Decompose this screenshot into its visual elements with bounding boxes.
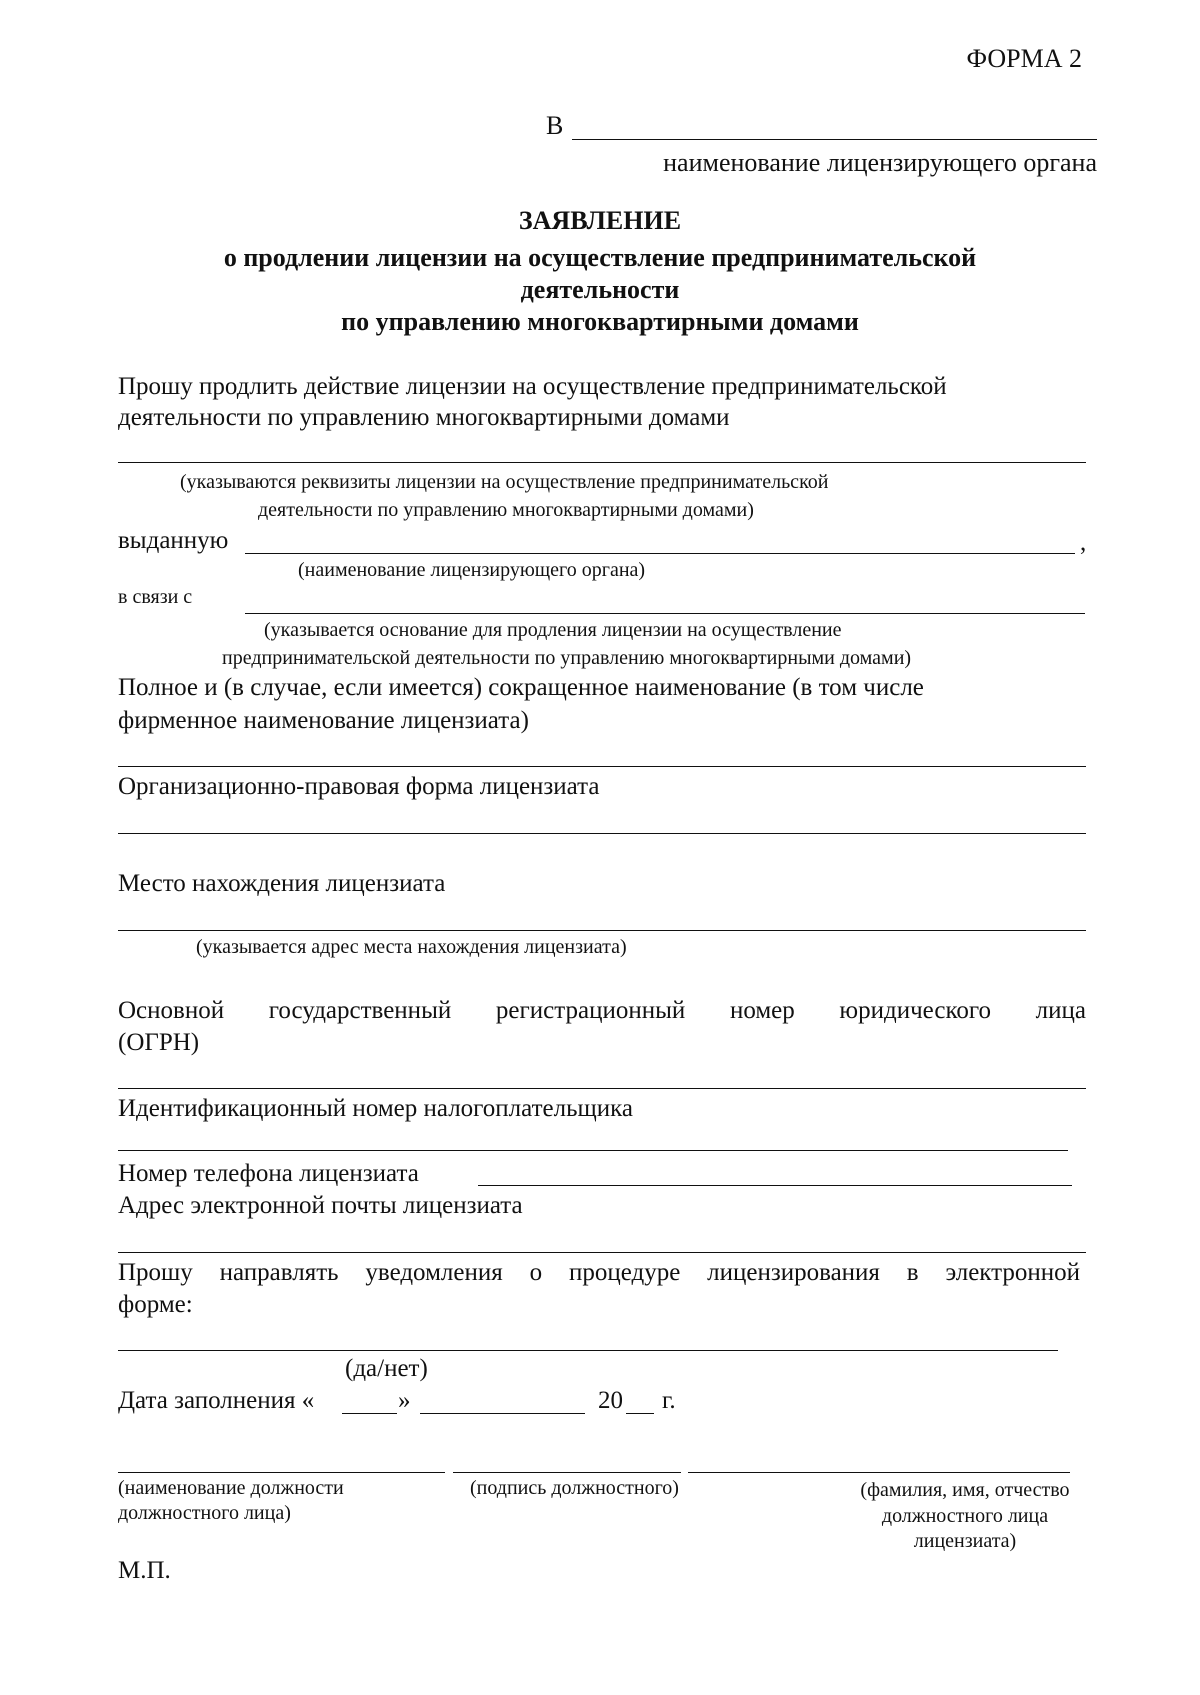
document-heading: ЗАЯВЛЕНИЕ [518, 206, 682, 235]
full-name-line-2: фирменное наименование лицензиата) [118, 707, 529, 734]
reason-caption-1: (указывается основание для продления лицензии на осуществление [264, 619, 842, 641]
date-year-field-line[interactable] [626, 1413, 654, 1414]
full-name-signatory-field-line[interactable] [688, 1472, 1070, 1473]
date-month-field-line[interactable] [420, 1413, 585, 1414]
location-label: Место нахождения лицензиата [118, 870, 446, 897]
license-details-field-line[interactable] [118, 462, 1086, 463]
notify-line-1: Прошу направлять уведомления о процедуре лицензирования в электронной [118, 1259, 1080, 1286]
position-caption-2: должностного лица) [118, 1502, 291, 1524]
signatory-name-caption-3: лицензиата) [913, 1530, 1017, 1552]
document-title-line-1: о продлении лицензии на осуществление предпринимательской [223, 243, 977, 272]
request-line-1: Прошу продлить действие лицензии на осуществление предпринимательской [118, 373, 947, 400]
stamp-place: М.П. [118, 1557, 171, 1584]
email-label: Адрес электронной почты лицензиата [118, 1192, 523, 1219]
document-title-line-2: деятельности [520, 275, 680, 304]
signature-field-line[interactable] [453, 1472, 681, 1473]
inn-field-line[interactable] [118, 1150, 1068, 1151]
addressee-prefix: В [546, 111, 564, 140]
reason-field-line[interactable] [245, 613, 1085, 614]
form-number: ФОРМА 2 [966, 44, 1082, 73]
notify-line-2: форме: [118, 1291, 193, 1318]
position-caption-1: (наименование должности [118, 1477, 344, 1499]
signatory-name-caption-1: (фамилия, имя, отчество [860, 1479, 1070, 1501]
notify-caption: (да/нет) [345, 1355, 428, 1382]
full-name-line-1: Полное и (в случае, если имеется) сокращенное наименование (в том числе [118, 674, 924, 701]
request-line-2: деятельности по управлению многоквартирными домами [118, 404, 730, 431]
legal-form-field-line[interactable] [118, 833, 1086, 834]
date-day-field-line[interactable] [342, 1413, 397, 1414]
ogrn-line-1: Основной государственный регистрационный номер юридического лица [118, 997, 1086, 1024]
reason-label: в связи с [118, 586, 193, 608]
location-caption: (указывается адрес места нахождения лицензиата) [196, 936, 627, 958]
license-details-caption-1: (указываются реквизиты лицензии на осуществление предпринимательской [180, 471, 829, 493]
email-field-line[interactable] [118, 1252, 1086, 1253]
location-field-line[interactable] [118, 930, 1086, 931]
signatory-name-caption-2: должностного лица [881, 1505, 1049, 1527]
reason-caption-2: предпринимательской деятельности по управлению многоквартирными домами) [222, 647, 912, 669]
issued-by-caption: (наименование лицензирующего органа) [298, 559, 646, 581]
date-close-quote: » [398, 1387, 411, 1414]
phone-label: Номер телефона лицензиата [118, 1160, 419, 1187]
notify-field-line[interactable] [118, 1350, 1058, 1351]
legal-form-label: Организационно-правовая форма лицензиата [118, 773, 600, 800]
inn-label: Идентификационный номер налогоплательщика [118, 1095, 634, 1122]
license-details-caption-2: деятельности по управлению многоквартирными домами) [258, 499, 754, 521]
document-title-line-3: по управлению многоквартирными домами [341, 307, 859, 336]
addressee-caption: наименование лицензирующего органа [663, 148, 1097, 177]
ogrn-line-2: (ОГРН) [118, 1029, 200, 1056]
date-label: Дата заполнения « [118, 1387, 315, 1414]
phone-field-line[interactable] [478, 1185, 1072, 1186]
issued-by-label: выданную [118, 527, 229, 554]
ogrn-field-line[interactable] [118, 1088, 1086, 1089]
addressee-field-line[interactable] [572, 139, 1097, 140]
date-year-suffix: г. [662, 1387, 676, 1414]
signature-caption: (подпись должностного) [470, 1477, 679, 1499]
position-field-line[interactable] [118, 1472, 445, 1473]
full-name-field-line[interactable] [118, 766, 1086, 767]
issued-by-field-line[interactable] [245, 553, 1075, 554]
date-year-prefix: 20 [598, 1387, 623, 1414]
issued-by-comma: , [1080, 529, 1087, 556]
